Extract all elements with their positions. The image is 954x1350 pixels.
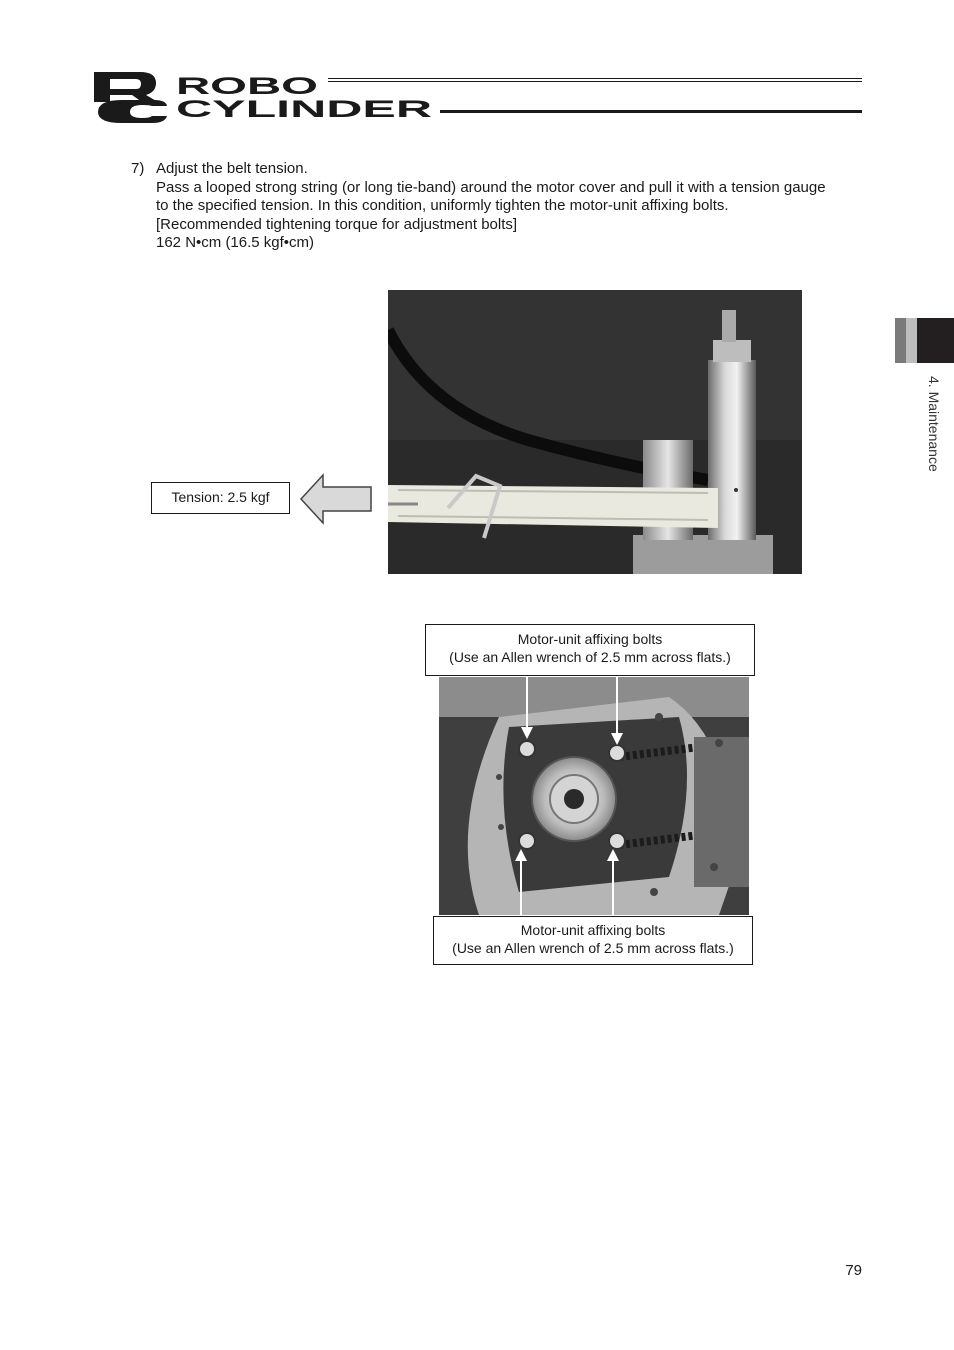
page-number: 79 <box>845 1262 862 1279</box>
rc-logo-icon <box>92 70 168 124</box>
header-rule-thin-1 <box>328 78 862 79</box>
belt-tension-photo <box>388 290 802 574</box>
step-line: 162 N•cm (16.5 kgf•cm) <box>156 234 315 251</box>
bolt-label-bottom <box>433 916 753 965</box>
tension-label: Tension: 2.5 kgf <box>151 482 290 514</box>
bolt-label-top <box>425 624 755 676</box>
step-line: Adjust the belt tension. <box>156 160 308 177</box>
step-line: to the specified tension. In this condition, uniformly tighten the motor-unit affixing bolts. <box>156 197 729 214</box>
bolt-label-top-line1: Motor-unit affixing bolts <box>517 631 663 647</box>
step-line: Pass a looped strong string (or long tie-band) around the motor cover and pull it with a tension gauge <box>156 178 826 196</box>
left-arrow-icon <box>299 473 373 525</box>
bolt-label-bottom-line2: (Use an Allen wrench of 2.5 mm across flats.) <box>452 940 734 956</box>
chapter-tab-marker <box>895 318 954 363</box>
motor-unit-photo <box>439 677 749 915</box>
brand-line1: ROBO <box>176 74 318 100</box>
step-line: [Recommended tightening torque for adjustment bolts] <box>156 215 518 233</box>
bolt-label-top-line2: (Use an Allen wrench of 2.5 mm across flats.) <box>449 649 731 665</box>
step-number: 7) <box>131 160 145 177</box>
brand-line2: CYLINDER <box>176 96 432 120</box>
header-rule-thick <box>440 110 862 113</box>
chapter-tab-label: 4. Maintenance <box>926 376 942 472</box>
step-instructions <box>131 160 871 253</box>
bolt-label-bottom-line1: Motor-unit affixing bolts <box>520 922 666 938</box>
header-rule-thin-2 <box>328 81 862 82</box>
